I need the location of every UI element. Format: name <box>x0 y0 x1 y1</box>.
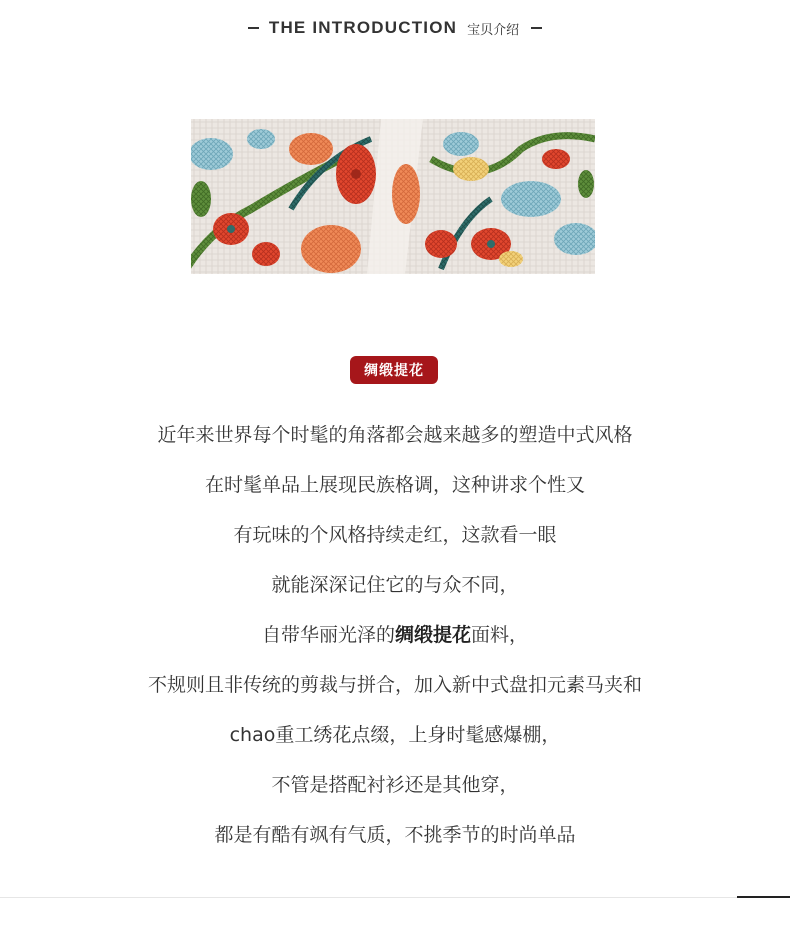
description-line: 不规则且非传统的剪裁与拼合，加入新中式盘扣元素马夹和 <box>147 674 642 696</box>
description-text: 面料， <box>471 624 529 646</box>
bottom-divider <box>0 897 790 898</box>
fabric-detail-photo <box>191 119 595 274</box>
product-description <box>0 410 790 860</box>
description-line: 在时髦单品上展现民族格调，这种讲求个性又 <box>204 474 585 496</box>
description-line-highlight <box>0 610 790 660</box>
description-line: 就能深深记住它的与众不同， <box>271 574 519 596</box>
right-dash-divider <box>531 27 542 29</box>
fabric-tag-badge: 绸缎提花 <box>350 356 438 384</box>
description-line: 近年来世界每个时髦的角落都会越来越多的塑造中式风格 <box>157 424 633 446</box>
bottom-accent-bar <box>737 896 790 898</box>
description-line: chao重工绣花点缀，上身时髦感爆棚， <box>229 724 561 746</box>
description-text: 自带华丽光泽的 <box>261 624 395 646</box>
section-header <box>0 14 790 42</box>
description-line: 都是有酷有飒有气质，不挑季节的时尚单品 <box>214 824 576 846</box>
highlight-text: 绸缎提花 <box>394 624 471 646</box>
section-title-cn: 宝贝介绍 <box>467 22 520 38</box>
description-line: 有玩味的个风格持续走红，这款看一眼 <box>233 524 557 546</box>
description-line: 不管是搭配衬衫还是其他穿， <box>271 774 519 796</box>
left-dash-divider <box>248 27 259 29</box>
section-title-en: THE INTRODUCTION <box>268 18 458 37</box>
